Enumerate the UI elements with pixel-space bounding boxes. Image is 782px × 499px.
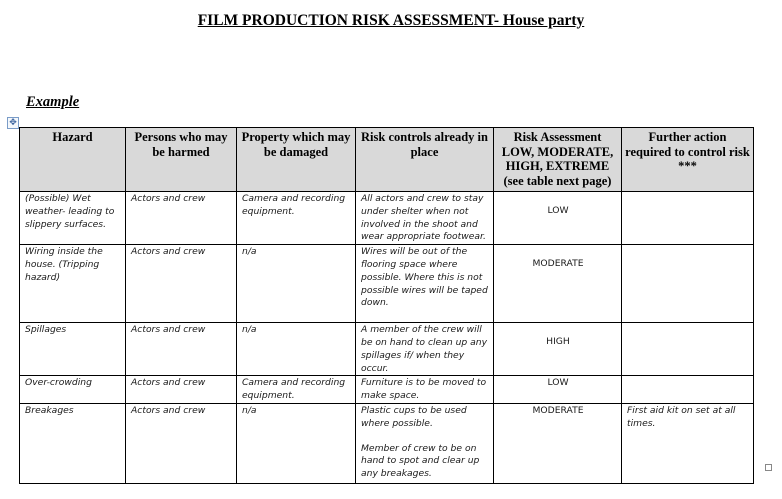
cell-controls[interactable]: Wires will be out of the flooring space where possible. Where this is not possible wires will be taped down. [356,245,494,323]
header-further: Further action required to control risk *** [622,128,754,192]
section-label: Example [26,94,80,110]
cell-hazard[interactable]: Over-crowding [20,376,126,404]
cell-property[interactable]: n/a [237,323,356,376]
cell-further[interactable]: First aid kit on set at all times. [622,403,754,483]
cell-further[interactable] [622,192,754,245]
paragraph-gap [361,431,489,443]
cell-persons[interactable]: Actors and crew [126,245,237,323]
cell-hazard[interactable]: Breakages [20,403,126,483]
cell-persons[interactable]: Actors and crew [126,323,237,376]
cell-controls[interactable]: All actors and crew to stay under shelter when not involved in the shoot and wear appropriate footwear. [356,192,494,245]
move-icon[interactable]: ✥ [7,117,19,129]
header-property: Property which may be damaged [237,128,356,192]
cell-persons[interactable]: Actors and crew [126,403,237,483]
header-persons: Persons who may be harmed [126,128,237,192]
cell-persons[interactable]: Actors and crew [126,192,237,245]
cell-controls[interactable]: A member of the crew will be on hand to clean up any spillages if/ when they occur. [356,323,494,376]
table-row [20,323,754,376]
cell-persons[interactable]: Actors and crew [126,376,237,404]
cell-property[interactable]: Camera and recording equipment. [237,192,356,245]
risk-table [19,127,754,484]
controls-extra-text: Member of crew to be on hand to spot and clear up any breakages. [361,442,480,480]
header-assessment: Risk Assessment LOW, MODERATE, HIGH, EXTREME (see table next page) [494,128,622,192]
cell-property[interactable]: n/a [237,403,356,483]
cell-assessment[interactable]: MODERATE [494,403,622,483]
resize-handle-icon[interactable] [765,464,772,471]
table-row [20,403,754,483]
controls-text: Plastic cups to be used where possible. [361,404,467,429]
cell-assessment[interactable]: LOW [494,192,622,245]
cell-assessment[interactable]: MODERATE [494,245,622,323]
table-row [20,192,754,245]
cell-hazard[interactable]: (Possible) Wet weather- leading to slippery surfaces. [20,192,126,245]
cell-further[interactable] [622,323,754,376]
cell-hazard[interactable]: Spillages [20,323,126,376]
table-header-row [20,128,754,192]
cell-assessment[interactable]: HIGH [494,323,622,376]
header-hazard: Hazard [20,128,126,192]
table-row [20,376,754,404]
header-controls: Risk controls already in place [356,128,494,192]
document-title: FILM PRODUCTION RISK ASSESSMENT- House party [197,12,585,29]
cell-property[interactable]: Camera and recording equipment. [237,376,356,404]
table-row [20,245,754,323]
cell-controls[interactable]: Furniture is to be moved to make space. [356,376,494,404]
cell-property[interactable]: n/a [237,245,356,323]
cell-hazard[interactable]: Wiring inside the house. (Tripping hazard) [20,245,126,323]
cell-assessment[interactable]: LOW [494,376,622,404]
cell-further[interactable] [622,376,754,404]
cell-controls[interactable] [356,403,494,483]
cell-further[interactable] [622,245,754,323]
